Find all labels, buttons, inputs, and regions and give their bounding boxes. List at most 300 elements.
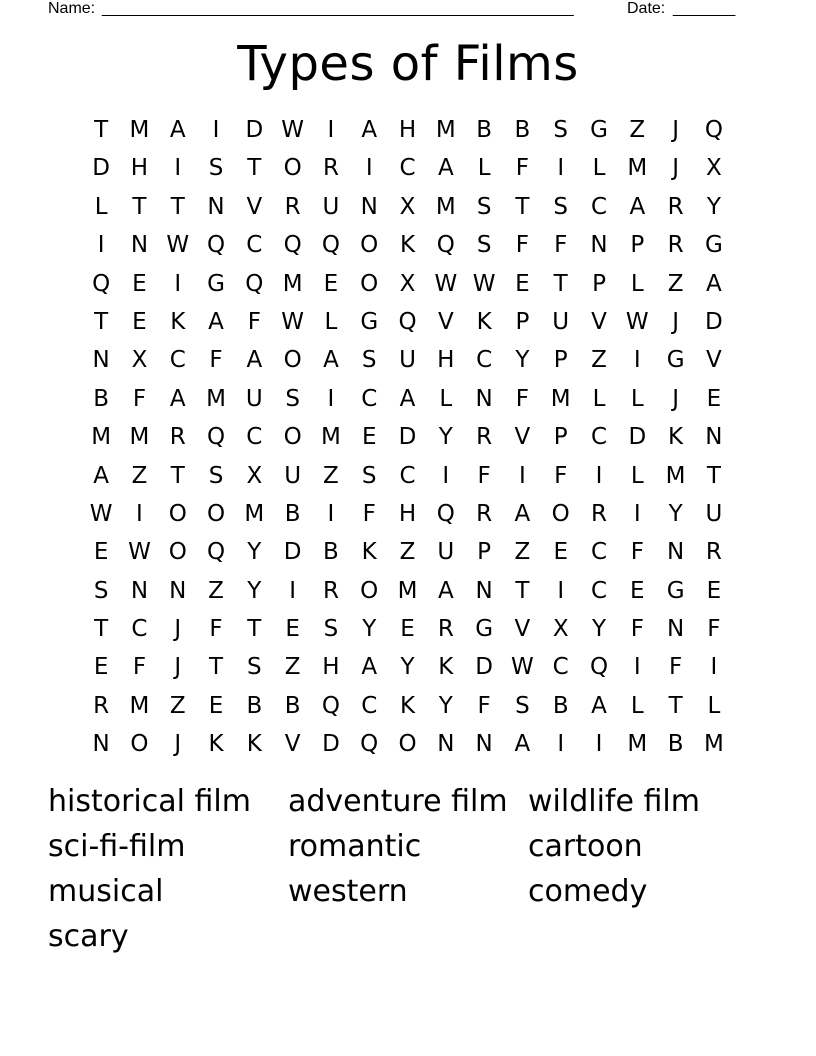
grid-letter: A [437,155,454,182]
grid-letter: D [475,654,493,681]
grid-letter: L [707,692,721,719]
name-blank-line: _____________________________________________________ [102,0,574,17]
grid-letter: J [672,117,679,143]
grid-letter: Z [169,692,186,719]
grid-letter: F [132,385,147,412]
grid-letter: I [327,385,335,412]
grid-letter: C [590,577,608,604]
grid-letter: Y [247,539,262,566]
grid-letter: W [625,308,649,335]
grid-letter: T [247,155,262,182]
word-list-item: sci-fi-film [48,829,186,864]
grid-letter: N [590,232,608,259]
grid-letter: I [633,347,641,374]
grid-row [82,533,734,571]
grid-letter: D [245,117,264,143]
grid-letter: S [247,654,262,681]
grid-letter: C [590,424,608,451]
grid-letter: K [668,424,684,451]
grid-letter: L [324,308,338,335]
grid-letter: W [511,654,534,681]
grid-letter: E [208,692,224,719]
grid-letter: J [672,385,679,412]
grid-letter: Z [591,347,607,374]
grid-letter: O [551,500,570,527]
grid-letter: F [515,385,530,412]
grid-letter: A [169,117,186,143]
grid-letter: P [553,347,568,374]
grid-letter: F [668,654,683,681]
grid-letter: Q [245,270,264,297]
grid-letter: K [476,308,492,335]
grid-letter: T [170,462,185,489]
grid-letter: V [591,308,607,335]
grid-letter: P [477,539,492,566]
grid-letter: M [206,385,226,412]
grid-letter: D [92,155,110,182]
grid-letter: L [592,385,606,412]
grid-row [82,341,734,379]
grid-letter: D [628,424,647,451]
grid-letter: A [361,654,378,681]
grid-letter: S [208,155,224,182]
grid-letter: M [397,577,418,604]
grid-letter: C [361,385,378,412]
grid-letter: E [706,385,722,412]
grid-letter: I [557,577,565,604]
grid-letter: U [552,308,570,335]
grid-letter: Q [589,654,609,681]
grid-row [82,265,734,303]
grid-letter: C [169,347,186,374]
grid-letter: D [705,308,723,335]
grid-letter: V [437,308,454,335]
grid-letter: F [362,500,376,527]
grid-letter: A [514,731,531,758]
grid-letter: M [244,500,265,527]
grid-letter: Q [436,232,455,259]
grid-letter: B [667,731,684,758]
grid-letter: I [633,654,641,681]
grid-letter: F [515,155,530,182]
grid-letter: O [283,155,302,182]
grid-letter: S [361,347,377,374]
grid-letter: O [398,731,417,758]
grid-letter: M [321,424,341,451]
grid-letter: A [706,270,722,297]
grid-letter: R [591,500,607,527]
grid-letter: T [515,193,530,220]
grid-letter: M [129,692,150,719]
grid-letter: N [666,539,685,566]
grid-letter: W [434,270,458,297]
grid-letter: W [472,270,496,297]
grid-letter: E [515,270,530,297]
grid-letter: A [323,347,339,374]
grid-letter: F [630,539,644,566]
grid-letter: F [209,347,223,374]
grid-letter: L [592,155,606,182]
grid-row [82,226,734,264]
grid-letter: E [285,616,300,643]
grid-letter: T [706,462,721,489]
grid-letter: T [553,270,568,297]
grid-letter: J [174,654,182,681]
grid-letter: A [208,308,224,335]
grid-letter: R [322,155,339,182]
grid-letter: G [704,232,723,259]
grid-letter: Z [284,654,301,681]
grid-letter: N [360,193,378,220]
grid-row [82,188,734,226]
grid-letter: C [361,692,378,719]
grid-letter: E [361,424,377,451]
grid-letter: W [281,308,304,335]
word-list-item: musical [48,874,164,909]
grid-letter: R [476,424,493,451]
grid-letter: F [209,616,223,643]
grid-letter: O [130,731,149,758]
grid-letter: W [166,232,190,259]
grid-letter: X [552,616,569,643]
grid-letter: C [552,654,569,681]
grid-letter: D [283,539,302,566]
grid-letter: A [399,385,416,412]
grid-letter: Z [514,539,531,566]
grid-letter: C [590,193,608,220]
grid-letter: F [630,616,644,643]
grid-letter: K [170,308,186,335]
grid-letter: C [476,347,493,374]
grid-letter: I [327,500,335,527]
grid-letter: N [130,577,149,604]
grid-letter: I [327,117,335,143]
grid-row [82,418,734,456]
grid-letter: H [398,117,417,143]
grid-letter: F [247,308,261,335]
grid-letter: L [94,193,108,220]
grid-letter: I [442,462,450,489]
grid-letter: W [281,117,304,143]
grid-row [82,687,734,725]
grid-row [82,572,734,610]
grid-letter: N [666,616,685,643]
grid-letter: B [323,539,339,566]
date-label: Date: [627,0,666,17]
grid-letter: G [207,270,225,297]
grid-letter: Q [398,308,417,335]
grid-letter: X [131,347,148,374]
grid-letter: L [439,385,453,412]
grid-letter: M [129,424,150,451]
grid-letter: I [595,731,603,758]
grid-letter: K [438,654,454,681]
grid-letter: M [627,731,648,758]
grid-letter: Z [323,462,339,489]
grid-letter: C [399,155,416,182]
grid-letter: A [361,117,378,143]
page-title: Types of Films [237,36,579,92]
date-blank-line: _______ [673,0,736,17]
grid-letter: S [323,616,339,643]
grid-letter: T [209,654,224,681]
grid-letter: F [554,462,568,489]
grid-letter: I [174,155,182,182]
grid-letter: A [169,385,186,412]
grid-letter: O [360,270,379,297]
grid-letter: Q [283,232,302,259]
grid-letter: T [668,692,683,719]
grid-letter: I [365,155,373,182]
grid-letter: Y [706,193,721,220]
grid-row [82,111,734,149]
grid-letter: M [550,385,571,412]
grid-letter: Z [208,577,224,604]
grid-letter: Q [92,270,111,297]
grid-letter: M [129,117,150,143]
grid-letter: P [592,270,606,297]
grid-row [82,610,734,648]
grid-letter: G [360,308,379,335]
grid-row [82,457,734,495]
grid-letter: K [399,232,416,259]
grid-letter: X [246,462,263,489]
grid-letter: N [130,232,149,259]
grid-letter: S [361,462,377,489]
grid-letter: Y [515,347,530,374]
grid-letter: I [174,270,182,297]
grid-letter: E [132,308,147,335]
grid-letter: B [476,117,492,143]
grid-letter: A [514,500,531,527]
grid-letter: L [630,270,644,297]
grid-letter: R [476,500,493,527]
word-list-item: scary [48,919,129,954]
grid-letter: S [208,462,224,489]
grid-letter: G [475,616,494,643]
grid-row [82,725,734,763]
grid-letter: I [136,500,143,527]
grid-row [82,303,734,341]
grid-letter: E [93,539,109,566]
grid-letter: E [400,616,415,643]
grid-letter: S [476,232,492,259]
grid-letter: B [93,385,110,412]
grid-letter: F [554,232,568,259]
grid-letter: V [706,347,722,374]
word-list-item: historical film [48,784,251,819]
grid-letter: Z [399,539,416,566]
grid-letter: B [284,692,301,719]
grid-letter: X [706,155,722,182]
word-list-item: adventure film [288,784,508,819]
grid-letter: S [515,692,530,719]
grid-letter: F [132,654,147,681]
grid-letter: Y [591,616,607,643]
grid-letter: Z [131,462,148,489]
grid-letter: E [93,654,109,681]
grid-letter: I [289,577,297,604]
word-list-item: western [288,874,408,909]
word-list-item: comedy [528,874,648,909]
grid-letter: U [245,385,263,412]
grid-letter: I [710,654,718,681]
grid-letter: S [285,385,300,412]
grid-letter: U [284,462,302,489]
grid-letter: R [437,616,454,643]
grid-letter: H [130,155,149,182]
grid-letter: B [284,500,301,527]
grid-letter: M [435,117,456,143]
grid-letter: C [246,232,263,259]
grid-letter: R [667,193,684,220]
grid-letter: D [322,731,340,758]
grid-letter: M [435,193,456,220]
grid-letter: U [399,347,416,374]
grid-letter: J [672,308,679,335]
grid-letter: U [322,193,340,220]
grid-letter: A [246,347,263,374]
grid-row [82,380,734,418]
grid-letter: N [475,385,493,412]
grid-letter: N [705,424,723,451]
grid-letter: Q [321,232,340,259]
grid-letter: E [553,539,568,566]
grid-letter: O [283,347,302,374]
grid-letter: K [208,731,224,758]
grid-letter: B [514,117,531,143]
grid-letter: E [706,577,722,604]
grid-letter: H [437,347,455,374]
grid-letter: L [630,462,644,489]
word-list-item: wildlife film [528,784,700,819]
grid-letter: R [705,539,722,566]
grid-letter: I [595,462,603,489]
grid-letter: Y [438,424,453,451]
grid-letter: S [476,193,492,220]
grid-letter: A [591,692,607,719]
grid-letter: O [206,500,226,527]
grid-letter: R [322,577,339,604]
grid-letter: M [665,462,686,489]
grid-letter: C [399,462,416,489]
grid-letter: O [283,424,302,451]
grid-letter: Q [436,500,455,527]
grid-letter: Q [321,692,340,719]
grid-letter: F [515,232,530,259]
grid-letter: X [399,193,416,220]
grid-row [82,149,734,187]
grid-row [82,648,734,686]
grid-letter: I [519,462,526,489]
grid-letter: E [132,270,147,297]
grid-letter: V [246,193,263,220]
grid-letter: A [93,462,110,489]
grid-letter: S [553,193,569,220]
grid-letter: N [475,731,493,758]
grid-letter: L [477,155,491,182]
grid-letter: G [590,117,608,143]
grid-letter: T [94,616,109,643]
grid-letter: I [212,117,220,143]
grid-letter: E [630,577,645,604]
word-search-grid [82,111,734,764]
grid-letter: F [477,692,491,719]
grid-letter: V [514,616,531,643]
grid-letter: T [94,117,109,143]
grid-letter: N [92,731,110,758]
grid-letter: I [557,731,565,758]
grid-letter: S [93,577,109,604]
grid-letter: J [672,155,679,182]
grid-letter: Q [360,731,379,758]
grid-letter: R [667,232,684,259]
grid-letter: C [246,424,263,451]
grid-letter: A [629,193,646,220]
name-label: Name: [48,0,96,17]
grid-letter: P [515,308,530,335]
grid-letter: P [630,232,645,259]
grid-letter: Q [206,232,226,259]
grid-letter: K [361,539,377,566]
grid-letter: N [475,577,493,604]
grid-letter: P [553,424,568,451]
grid-letter: W [128,539,151,566]
grid-letter: W [89,500,113,527]
grid-letter: Y [438,692,453,719]
grid-letter: A [437,577,454,604]
grid-letter: T [515,577,530,604]
grid-letter: V [514,424,531,451]
grid-letter: C [131,616,148,643]
grid-letter: Y [362,616,377,643]
grid-letter: T [170,193,185,220]
grid-letter: G [666,347,685,374]
grid-letter: T [132,193,147,220]
grid-letter: N [92,347,110,374]
grid-letter: E [323,270,339,297]
grid-letter: Y [668,500,683,527]
grid-letter: I [97,232,105,259]
grid-letter: U [705,500,723,527]
grid-letter: Y [247,577,262,604]
grid-letter: M [703,731,724,758]
grid-letter: T [247,616,262,643]
grid-letter: D [398,424,417,451]
word-list-item: cartoon [528,829,643,864]
grid-letter: Q [206,424,226,451]
grid-letter: G [666,577,685,604]
grid-letter: R [169,424,186,451]
grid-letter: I [633,500,641,527]
grid-letter: M [627,155,648,182]
word-list-item: romantic [288,829,422,864]
grid-letter: M [91,424,112,451]
grid-letter: Q [206,539,226,566]
grid-letter: Q [704,117,723,143]
grid-letter: Y [400,654,415,681]
grid-letter: N [169,577,187,604]
grid-letter: F [477,462,491,489]
grid-letter: O [168,500,187,527]
grid-letter: T [94,308,109,335]
grid-letter: R [93,692,110,719]
grid-letter: B [552,692,569,719]
grid-letter: Z [629,117,646,143]
grid-letter: H [398,500,417,527]
grid-letter: O [360,577,379,604]
grid-letter: U [437,539,455,566]
